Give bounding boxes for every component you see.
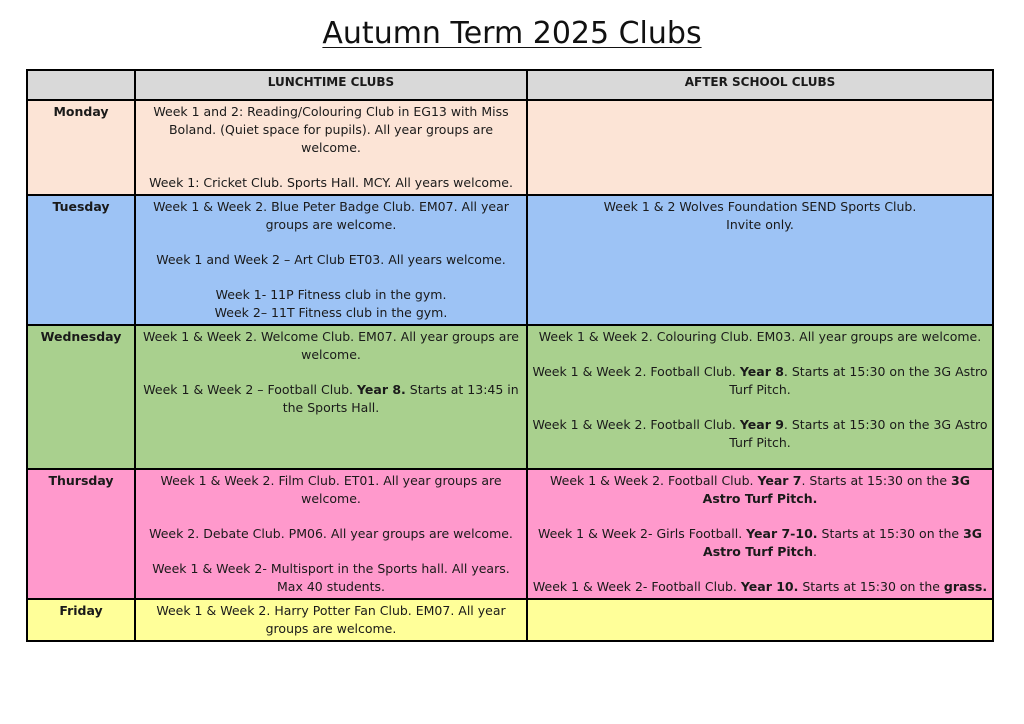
- thursday-after-cell: [527, 469, 993, 599]
- row-thursday: [27, 469, 993, 599]
- club-entry: Week 1 & Week 2. Blue Peter Badge Club. EM07. All year groups are welcome.: [153, 199, 509, 232]
- tuesday-after-cell: [527, 195, 993, 325]
- monday-lunch-cell: [135, 100, 527, 195]
- header-lunchtime: LUNCHTIME CLUBS: [135, 70, 527, 100]
- header-row: [27, 70, 993, 100]
- club-entry: Week 1: Cricket Club. Sports Hall. MCY. All years welcome.: [149, 175, 513, 190]
- page-title: Autumn Term 2025 Clubs: [322, 16, 702, 51]
- row-monday: [27, 100, 993, 195]
- wednesday-after-cell: [527, 325, 993, 469]
- clubs-table: [26, 69, 994, 642]
- header-day: [27, 70, 135, 100]
- club-entry: Week 1- 11P Fitness club in the gym.: [215, 287, 447, 302]
- club-entry: Week 1 & Week 2. Film Club. ET01. All year groups are welcome.: [160, 473, 502, 506]
- club-entry: Week 1 & 2 Wolves Foundation SEND Sports Club.: [603, 199, 917, 214]
- day-monday: Monday: [27, 100, 135, 195]
- tuesday-lunch-cell: [135, 195, 527, 325]
- thursday-lunch-cell: [135, 469, 527, 599]
- row-wednesday: [27, 325, 993, 469]
- club-entry: Invite only.: [726, 217, 794, 232]
- day-tuesday: Tuesday: [27, 195, 135, 325]
- friday-after-cell: [527, 599, 993, 641]
- row-tuesday: [27, 195, 993, 325]
- club-entry: Week 1 & Week 2. Football Club. Year 7. Starts at 15:30 on the 3G Astro Turf Pitch.: [550, 473, 970, 506]
- club-entry: Week 1 & Week 2. Football Club. Year 9. Starts at 15:30 on the 3G Astro Turf Pitch.: [532, 417, 988, 450]
- club-entry: Week 1 & Week 2. Welcome Club. EM07. All year groups are welcome.: [142, 329, 519, 362]
- club-entry: Week 1 & Week 2- Multisport in the Sports hall. All years. Max 40 students.: [152, 561, 510, 594]
- club-entry: Week 1 and 2: Reading/Colouring Club in EG13 with Miss Boland. (Quiet space for pupils). All year groups are welcome.: [153, 104, 509, 155]
- header-after-school: AFTER SCHOOL CLUBS: [527, 70, 993, 100]
- monday-after-cell: [527, 100, 993, 195]
- club-entry: Week 1 & Week 2 – Football Club. Year 8. Starts at 13:45 in the Sports Hall.: [143, 382, 519, 415]
- friday-lunch-cell: [135, 599, 527, 641]
- club-entry: Week 1 & Week 2. Harry Potter Fan Club. EM07. All year groups are welcome.: [156, 603, 506, 636]
- club-entry: Week 1 & Week 2- Girls Football. Year 7-10. Starts at 15:30 on the 3G Astro Turf Pitch.: [537, 526, 983, 559]
- wednesday-lunch-cell: [135, 325, 527, 469]
- club-entry: Week 2. Debate Club. PM06. All year groups are welcome.: [149, 526, 513, 541]
- day-friday: Friday: [27, 599, 135, 641]
- club-entry: Week 1 & Week 2- Football Club. Year 10. Starts at 15:30 on the grass.: [532, 579, 988, 594]
- day-thursday: Thursday: [27, 469, 135, 599]
- club-entry: Week 2– 11T Fitness club in the gym.: [214, 305, 448, 320]
- club-entry: Week 1 and Week 2 – Art Club ET03. All years welcome.: [156, 252, 506, 267]
- club-entry: Week 1 & Week 2. Colouring Club. EM03. All year groups are welcome.: [538, 329, 982, 344]
- row-friday: [27, 599, 993, 641]
- day-wednesday: Wednesday: [27, 325, 135, 469]
- club-entry: Week 1 & Week 2. Football Club. Year 8. Starts at 15:30 on the 3G Astro Turf Pitch.: [532, 364, 988, 397]
